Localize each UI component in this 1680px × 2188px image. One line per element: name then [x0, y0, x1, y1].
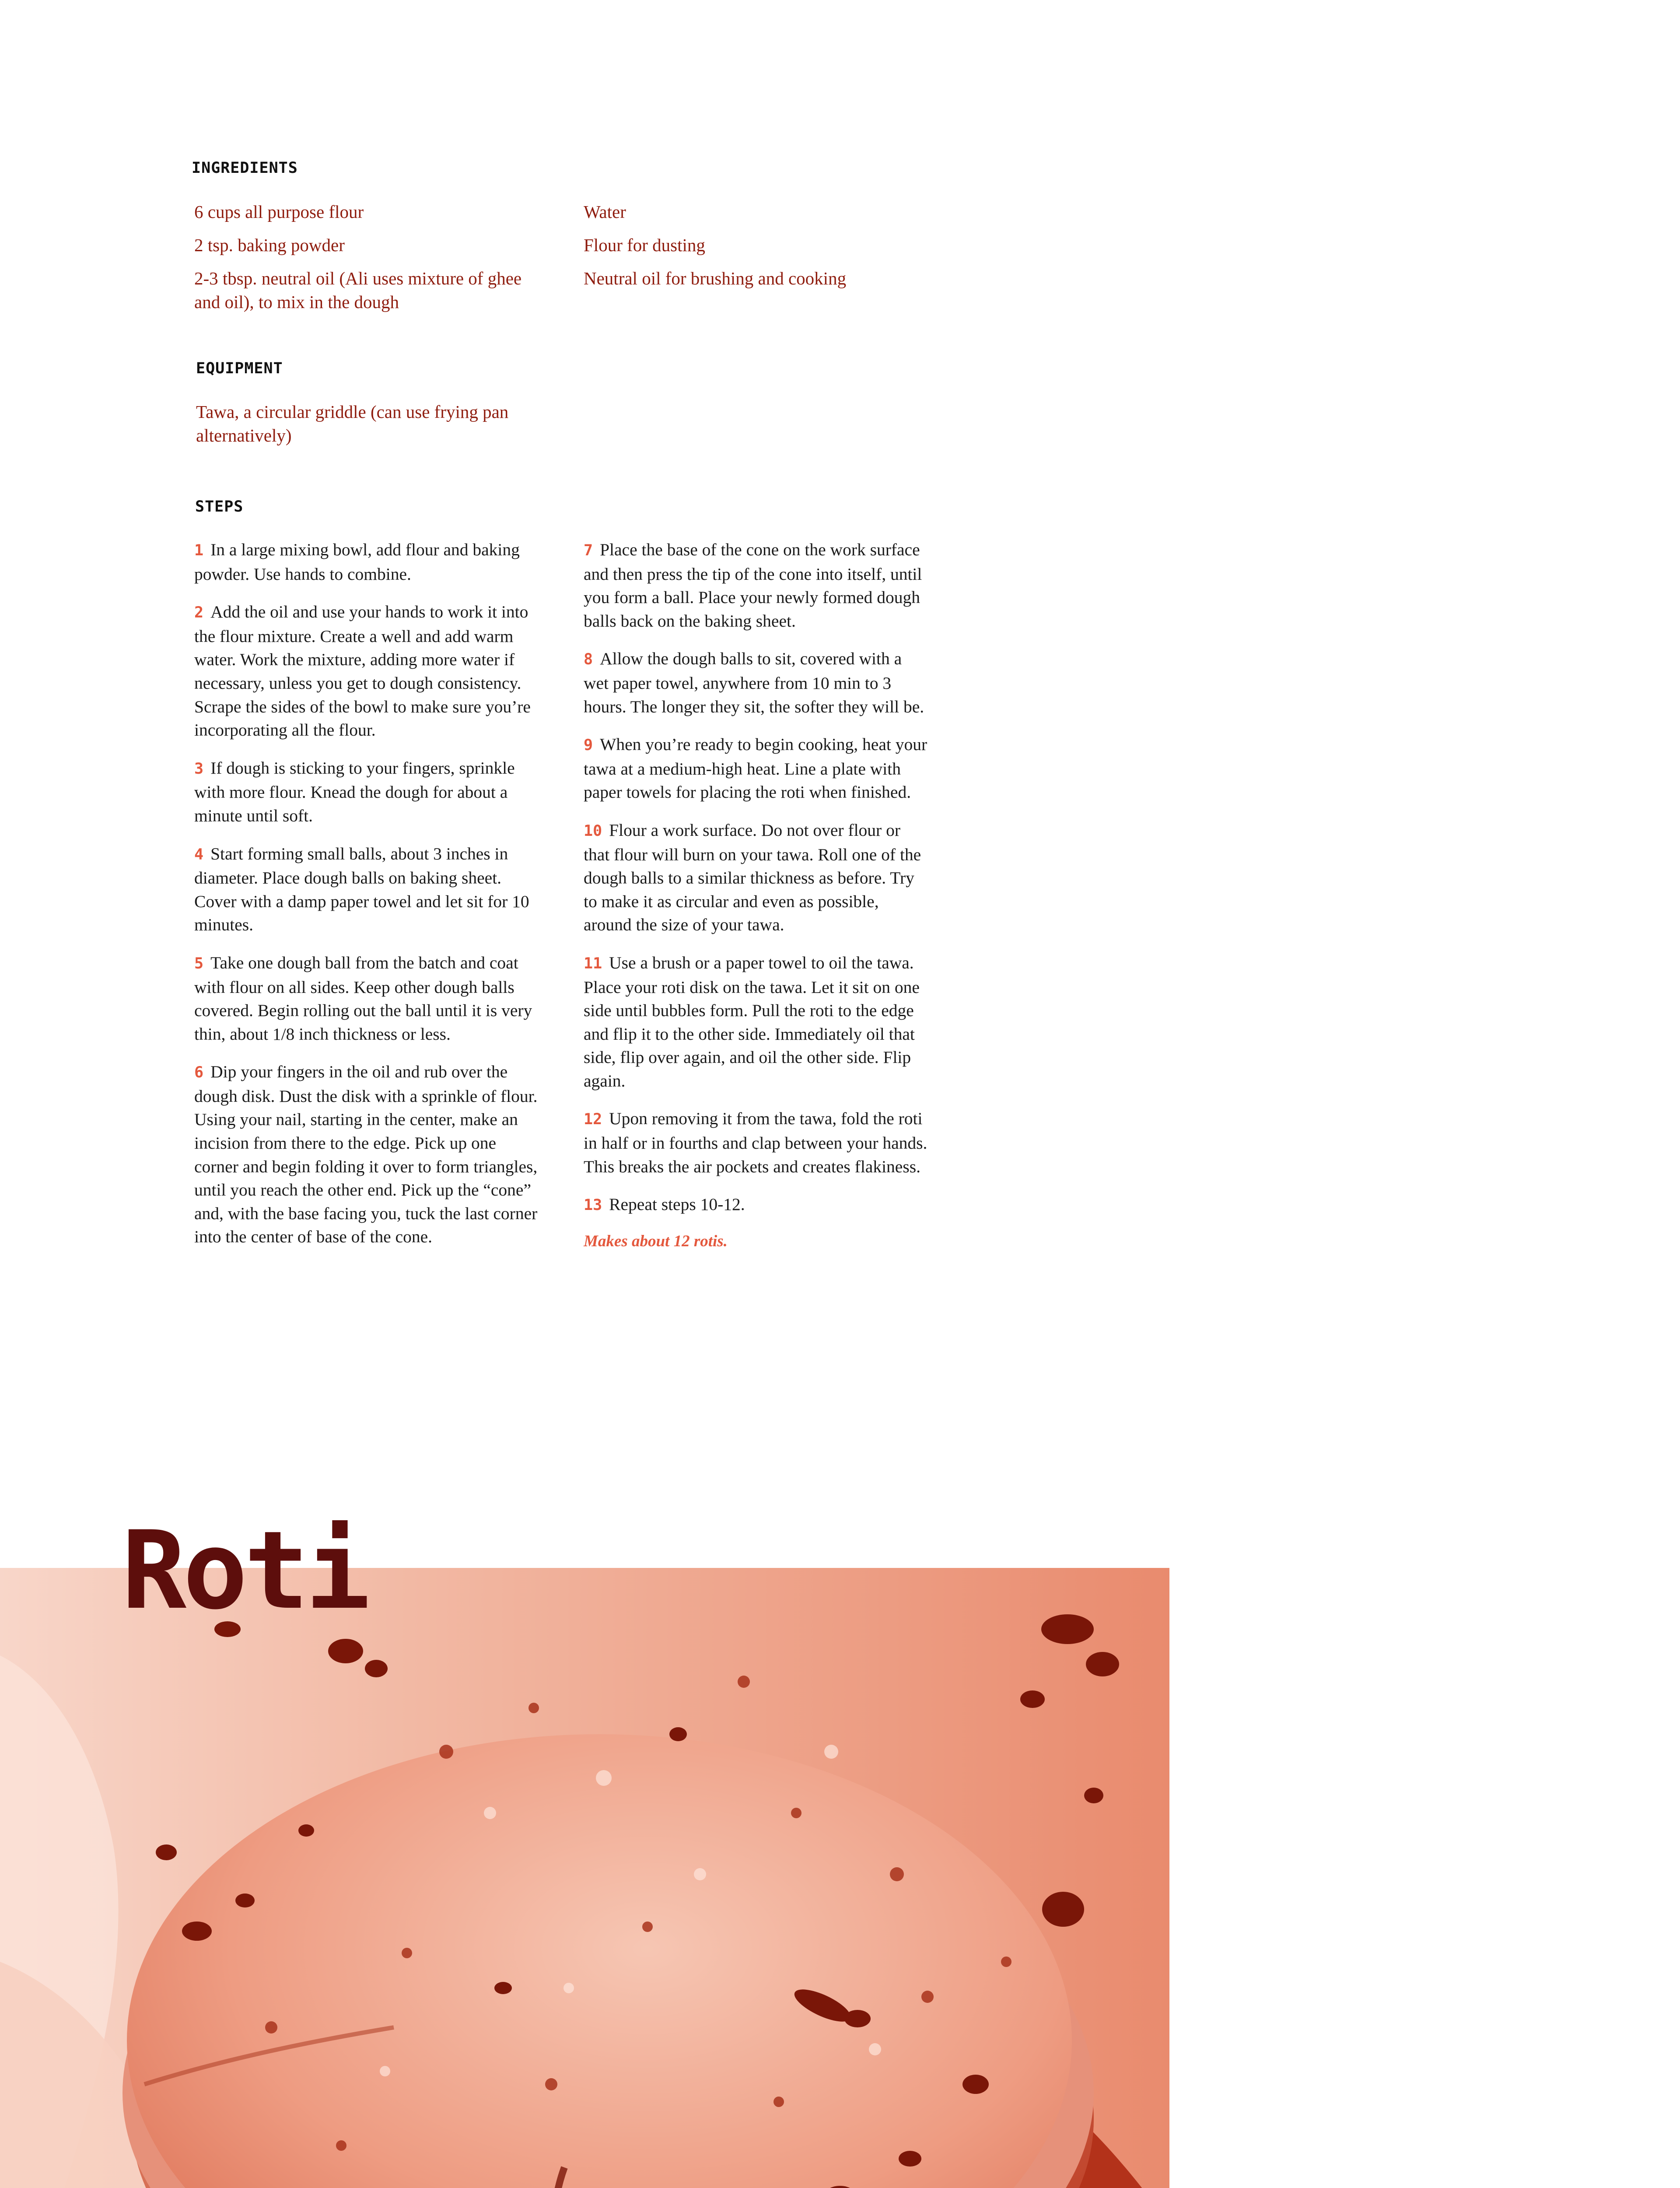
ingredients-list-right [584, 200, 934, 300]
step-item [584, 538, 929, 633]
step-item [584, 647, 929, 719]
step-item [194, 1060, 540, 1249]
step-item [194, 842, 540, 937]
step-number: 6 [194, 1064, 204, 1082]
step-text: If dough is sticking to your fingers, sprinkle with more flour. Knead the dough for about a minute until soft. [194, 758, 515, 825]
step-number: 13 [584, 1196, 602, 1214]
ingredient-item: Flour for dusting [584, 235, 705, 255]
step-text: Take one dough ball from the batch and coat with flour on all sides. Keep other dough balls covered. Begin rolling out the ball until it is very thin, about 1/8 inch thickness or less. [194, 953, 532, 1044]
step-number: 5 [194, 954, 204, 972]
step-item [194, 600, 540, 742]
steps-column-left [194, 538, 540, 1263]
step-item [194, 538, 540, 586]
step-item [584, 951, 929, 1093]
step-number: 2 [194, 604, 204, 622]
step-number: 11 [584, 954, 602, 972]
step-item [584, 1107, 929, 1178]
equipment-text: Tawa, a circular griddle (can use frying pan alternatively) [196, 402, 509, 445]
recipe-yield: Makes about 12 rotis. [584, 1232, 728, 1250]
step-number: 12 [584, 1111, 602, 1129]
step-item [584, 1193, 929, 1217]
step-number: 4 [194, 845, 204, 863]
step-item [584, 733, 929, 804]
ingredient-item: Water [584, 202, 626, 222]
step-number: 3 [194, 760, 204, 778]
roti-photo [0, 1568, 1169, 2188]
step-text: Allow the dough balls to sit, covered with a wet paper towel, anywhere from 10 min to 3 hours. The longer they sit, the softer they will be. [584, 649, 924, 716]
step-number: 8 [584, 651, 593, 669]
step-text: In a large mixing bowl, add flour and baking powder. Use hands to combine. [194, 540, 520, 584]
step-text: When you’re ready to begin cooking, heat your tawa at a medium-high heat. Line a plate with paper towels for placing the roti when finished. [584, 735, 928, 802]
ingredient-item: 2-3 tbsp. neutral oil (Ali uses mixture of ghee and oil), to mix in the dough [194, 268, 522, 312]
step-text: Start forming small balls, about 3 inches in diameter. Place dough balls on baking sheet. Cover with a damp paper towel and let sit for 10 minutes. [194, 844, 529, 935]
recipe-title: Roti [122, 1508, 367, 1634]
step-number: 9 [584, 736, 593, 754]
ingredients-list-left [194, 200, 544, 323]
step-text: Upon removing it from the tawa, fold the roti in half or in fourths and clap between your hands. This breaks the air pockets and creates flakiness. [584, 1109, 928, 1176]
equipment-heading: EQUIPMENT [196, 360, 283, 377]
step-text: Use a brush or a paper towel to oil the tawa. Place your roti disk on the tawa. Let it sit on one side until bubbles form. Pull the roti to the edge and flip it to the other side. Immediately oil that side, flip over again, and oil the other side. Flip again. [584, 953, 920, 1090]
step-text: Flour a work surface. Do not over flour or that flour will burn on your tawa. Roll one of the dough balls to a similar thickness as before. Try to make it as circular and even as possible, around the size of your tawa. [584, 820, 921, 935]
roti-illustration [0, 1568, 1169, 2188]
step-item [584, 819, 929, 937]
steps-column-right [584, 538, 929, 1251]
ingredient-item: 2 tsp. baking powder [194, 235, 345, 255]
step-item [194, 757, 540, 828]
step-text: Place the base of the cone on the work surface and then press the tip of the cone into itself, until you form a ball. Place your newly formed dough balls back on the baking sheet. [584, 540, 922, 631]
step-text: Add the oil and use your hands to work it into the flour mixture. Create a well and add warm water. Work the mixture, adding more water if necessary, unless you get to dough consistency. Scrape the sides of the bowl to make sure you’re incorporating all the flour. [194, 602, 531, 740]
steps-heading: STEPS [195, 498, 244, 515]
ingredient-item: Neutral oil for brushing and cooking [584, 268, 847, 288]
step-text: Repeat steps 10-12. [609, 1195, 745, 1214]
ingredient-item: 6 cups all purpose flour [194, 202, 364, 222]
step-number: 7 [584, 542, 593, 559]
step-number: 10 [584, 822, 602, 840]
step-number: 1 [194, 542, 204, 559]
ingredients-heading: INGREDIENTS [192, 159, 298, 177]
step-text: Dip your fingers in the oil and rub over the dough disk. Dust the disk with a sprinkle of flour. Using your nail, starting in the center, make an incision from there to the edge. Pick up one corner and begin folding it over to form triangles, until you reach the other end. Pick up the “cone” and, with the base facing you, tuck the last corner into the center of base of the cone. [194, 1062, 538, 1247]
step-item [194, 951, 540, 1046]
